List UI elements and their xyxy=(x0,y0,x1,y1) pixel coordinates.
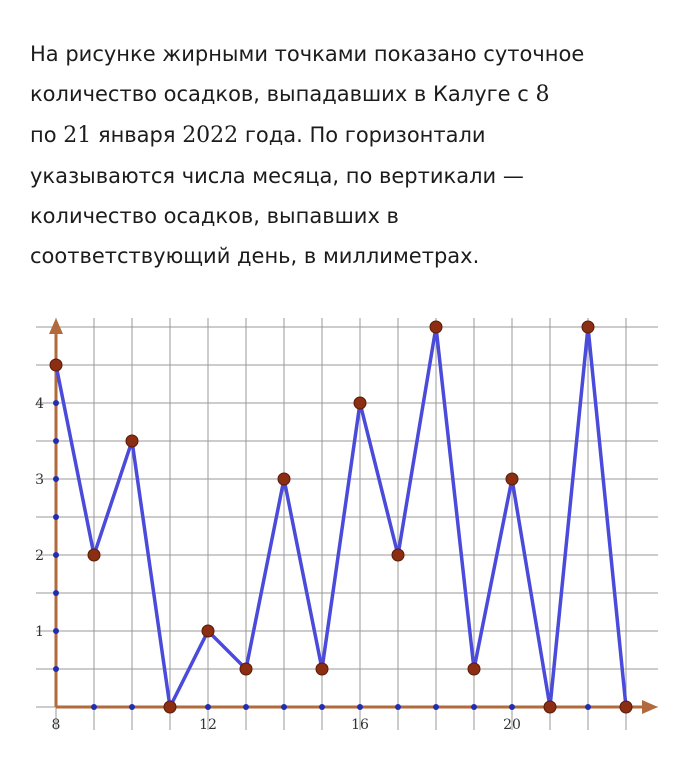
precipitation-chart xyxy=(0,300,686,762)
y-axis-dot xyxy=(53,552,59,558)
x-axis-dot xyxy=(91,704,97,710)
x-axis-dot xyxy=(243,704,249,710)
y-axis-dot xyxy=(53,514,59,520)
x-tick-label: 8 xyxy=(51,717,61,733)
y-tick-label: 3 xyxy=(35,472,44,488)
y-axis-dot xyxy=(53,628,59,634)
data-point xyxy=(88,549,100,561)
data-point xyxy=(126,435,138,447)
y-axis-arrow xyxy=(49,318,63,334)
x-axis-dot xyxy=(585,704,591,710)
y-axis-dot xyxy=(53,438,59,444)
data-point xyxy=(392,549,404,561)
x-axis-dot xyxy=(433,704,439,710)
problem-line: количество осадков, выпавших в xyxy=(30,204,399,228)
y-tick-label: 2 xyxy=(35,548,44,564)
data-point xyxy=(430,321,442,333)
problem-line: указываются числа месяца, по вертикали — xyxy=(30,164,524,188)
problem-line: по 21 января 2022 года. По горизонтали xyxy=(30,123,486,148)
x-axis-dot xyxy=(395,704,401,710)
x-axis-dot xyxy=(357,704,363,710)
x-axis-dot xyxy=(471,704,477,710)
data-point xyxy=(468,663,480,675)
data-point xyxy=(164,701,176,713)
data-point xyxy=(354,397,366,409)
data-point xyxy=(544,701,556,713)
data-point xyxy=(240,663,252,675)
x-axis-arrow xyxy=(642,700,658,714)
y-tick-label: 4 xyxy=(35,396,44,412)
x-axis-dot xyxy=(129,704,135,710)
x-axis-dot xyxy=(319,704,325,710)
x-tick-label: 20 xyxy=(503,717,521,733)
x-tick-label: 16 xyxy=(351,717,369,733)
chart-axes xyxy=(49,318,658,714)
x-axis-dot xyxy=(205,704,211,710)
problem-line: соответствующий день, в миллиметрах. xyxy=(30,244,480,268)
data-point xyxy=(582,321,594,333)
y-axis-dot xyxy=(53,476,59,482)
chart-grid xyxy=(36,318,658,730)
data-point xyxy=(202,625,214,637)
data-point xyxy=(316,663,328,675)
y-axis-dot xyxy=(53,400,59,406)
data-point xyxy=(506,473,518,485)
x-tick-label: 12 xyxy=(199,717,217,733)
y-tick-label: 1 xyxy=(35,624,44,640)
x-axis-dot xyxy=(509,704,515,710)
data-point xyxy=(278,473,290,485)
x-axis-dot xyxy=(281,704,287,710)
y-axis-dot xyxy=(53,590,59,596)
problem-line: На рисунке жирными точками показано суточное xyxy=(30,42,585,66)
problem-text xyxy=(30,34,670,276)
data-point xyxy=(620,701,632,713)
y-axis-dot xyxy=(53,666,59,672)
problem-line: количество осадков, выпадавших в Калуге с 8 xyxy=(30,82,550,107)
data-point xyxy=(50,359,62,371)
